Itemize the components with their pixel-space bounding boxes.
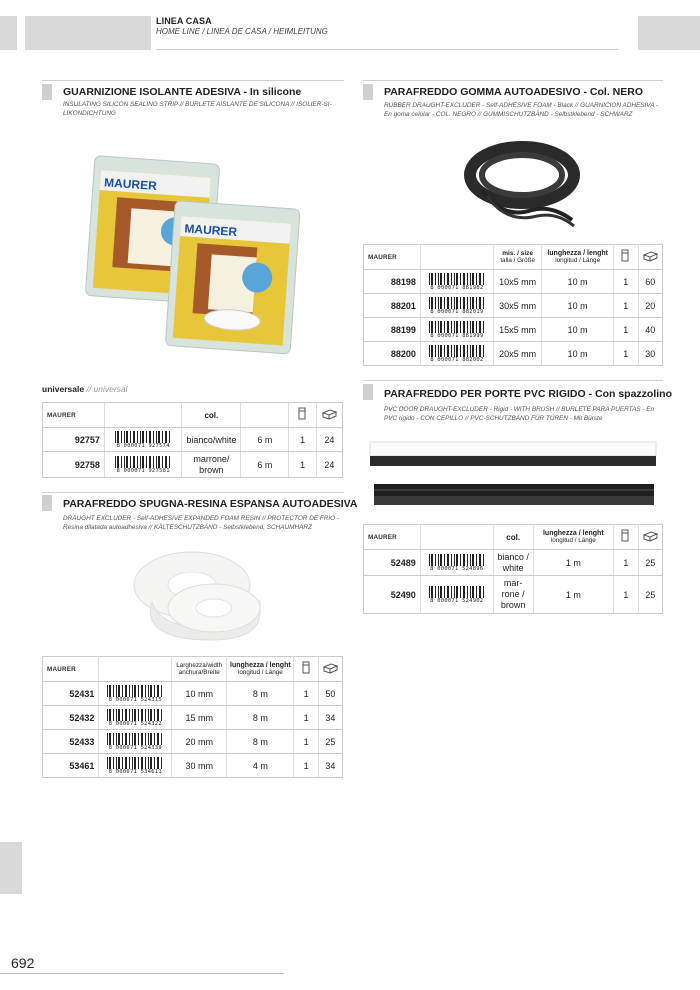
section-subtitle: INSULATING SILICON SEALING STRIP // BURLETE AISLANTE DE SILICONA // ISOLIER-SI-LIKONDICHTUNG bbox=[63, 101, 332, 117]
section-title: PARAFREDDO SPUGNA-RESINA ESPANSA AUTOADESIVA bbox=[63, 498, 358, 510]
svg-text:MAURER: MAURER bbox=[183, 221, 238, 240]
length-cell: 10 m bbox=[542, 294, 614, 318]
variant-label bbox=[42, 384, 128, 394]
barcode-bars bbox=[104, 757, 166, 769]
length-header bbox=[533, 525, 614, 550]
section-rule bbox=[363, 380, 663, 381]
size-cell: 30x5 mm bbox=[493, 294, 541, 318]
color-cell: marrone/ brown bbox=[182, 452, 241, 478]
color-cell: mar- rone / brown bbox=[493, 576, 533, 614]
barcode bbox=[420, 550, 493, 576]
box-cell: 24 bbox=[316, 452, 342, 478]
length-cell: 8 m bbox=[227, 730, 294, 754]
barcode bbox=[104, 428, 182, 452]
qty-cell: 1 bbox=[613, 342, 638, 366]
box-cell: 25 bbox=[318, 730, 342, 754]
length-header-label2: longitud / Länge bbox=[550, 537, 596, 544]
qty-cell: 1 bbox=[614, 576, 639, 614]
length-cell: 6 m bbox=[241, 452, 289, 478]
product-code: 52431 bbox=[43, 682, 99, 706]
barcode-number: 8 000071 881999 bbox=[430, 332, 484, 339]
single-item-icon bbox=[621, 529, 630, 543]
length-header bbox=[542, 245, 614, 270]
qty-header bbox=[294, 657, 318, 682]
table-row bbox=[364, 342, 663, 366]
brand-logo: MAURER bbox=[43, 403, 105, 428]
product-code: 88199 bbox=[364, 318, 421, 342]
category-subtitle: HOME LINE / LINEA DE CASA / HEIMLEITUNG bbox=[156, 27, 328, 36]
barcode bbox=[99, 706, 172, 730]
box-cell: 60 bbox=[638, 270, 662, 294]
box-header bbox=[316, 403, 342, 428]
barcode bbox=[104, 452, 182, 478]
section-marker bbox=[363, 384, 373, 400]
color-header: col. bbox=[182, 403, 241, 428]
size-cell: 10x5 mm bbox=[493, 270, 541, 294]
barcode-bars bbox=[426, 586, 488, 598]
barcode-bars bbox=[104, 733, 166, 745]
box-cell: 34 bbox=[318, 754, 342, 778]
table-row bbox=[43, 452, 343, 478]
length-header-label: lunghezza / lenght bbox=[547, 250, 608, 257]
product-code: 88201 bbox=[364, 294, 421, 318]
barcode bbox=[99, 682, 172, 706]
barcode-number: 8 000071 927574 bbox=[116, 442, 170, 449]
qty-cell: 1 bbox=[614, 550, 639, 576]
box-icon bbox=[321, 408, 337, 420]
box-cell: 30 bbox=[638, 342, 662, 366]
product-code: 52490 bbox=[364, 576, 421, 614]
size-cell: 20x5 mm bbox=[493, 342, 541, 366]
section-rule bbox=[42, 492, 344, 493]
qty-header bbox=[289, 403, 316, 428]
qty-cell: 1 bbox=[289, 452, 316, 478]
barcode-header bbox=[420, 245, 493, 270]
width-cell: 10 mm bbox=[172, 682, 227, 706]
box-header bbox=[318, 657, 342, 682]
box-cell: 24 bbox=[316, 428, 342, 452]
barcode-bars bbox=[426, 297, 488, 309]
barcode-number: 8 000071 524322 bbox=[108, 720, 162, 727]
barcode bbox=[99, 754, 172, 778]
section-marker bbox=[42, 84, 52, 100]
product-code: 52489 bbox=[364, 550, 421, 576]
box-icon bbox=[642, 250, 658, 262]
corner-tab-right bbox=[638, 16, 700, 50]
qty-cell: 1 bbox=[613, 294, 638, 318]
length-cell: 4 m bbox=[227, 754, 294, 778]
silicone-strip-packages-image bbox=[85, 150, 305, 360]
pvc-product-table bbox=[363, 524, 663, 614]
brand-logo: MAURER bbox=[43, 657, 99, 682]
section-title: PARAFREDDO PER PORTE PVC RIGIDO - Con spazzolino bbox=[384, 388, 672, 400]
barcode-bars bbox=[104, 709, 166, 721]
color-cell: bianco / white bbox=[493, 550, 533, 576]
barcode-bars bbox=[426, 554, 488, 566]
qty-header bbox=[613, 245, 638, 270]
svg-text:MAURER: MAURER bbox=[103, 175, 158, 193]
box-cell: 20 bbox=[638, 294, 662, 318]
product-code: 88198 bbox=[364, 270, 421, 294]
color-cell: bianco/white bbox=[182, 428, 241, 452]
product-code: 53461 bbox=[43, 754, 99, 778]
single-item-icon bbox=[298, 407, 307, 421]
silicone-product-table bbox=[42, 402, 343, 478]
box-icon bbox=[642, 530, 658, 542]
category-title: LINEA CASA bbox=[156, 16, 212, 26]
barcode-bars bbox=[112, 431, 174, 443]
box-cell: 34 bbox=[318, 706, 342, 730]
barcode bbox=[420, 270, 493, 294]
barcode-number: 8 000071 882019 bbox=[430, 308, 484, 315]
footer-rule bbox=[0, 973, 284, 974]
length-cell: 8 m bbox=[227, 706, 294, 730]
table-row bbox=[43, 730, 343, 754]
page-number: 692 bbox=[11, 955, 35, 971]
section-subtitle: DRAUGHT EXCLUDER - Self-ADHESIVE EXPANDED FOAM RESIN // PROTECTOR DE FRIO - Resina dilatada autoadhesiva // KÄLTESCHUTZBÄND - Selbstklebend, SCHAUMHARZ bbox=[63, 515, 340, 531]
section-subtitle: RUBBER DRAUGHT-EXCLUDER - Self-ADHESIVE FOAM - Black // GUARNICION ADHESIVA - En goma celular - COL. NEGRO // GUMMISCHUTZBÄND - Selbstklebend - SCHWARZ bbox=[384, 102, 659, 118]
table-row bbox=[43, 682, 343, 706]
box-cell: 50 bbox=[318, 682, 342, 706]
product-code: 88200 bbox=[364, 342, 421, 366]
variant-name: universale bbox=[42, 384, 85, 394]
brand-logo: MAURER bbox=[364, 525, 421, 550]
size-cell: 15x5 mm bbox=[493, 318, 541, 342]
barcode-number: 8 000071 524315 bbox=[108, 696, 162, 703]
pvc-door-strips-image bbox=[368, 440, 658, 520]
barcode-header bbox=[104, 403, 182, 428]
section-marker bbox=[363, 84, 373, 100]
table-row bbox=[364, 318, 663, 342]
table-row bbox=[43, 428, 343, 452]
table-row bbox=[364, 550, 663, 576]
header-rule bbox=[156, 49, 618, 50]
barcode-number: 8 000071 524902 bbox=[430, 597, 484, 604]
black-rubber-coil-image bbox=[462, 130, 582, 230]
barcode-bars bbox=[426, 321, 488, 333]
section-rule bbox=[363, 80, 663, 81]
side-tab bbox=[0, 842, 22, 894]
product-code: 92757 bbox=[43, 428, 105, 452]
barcode bbox=[420, 342, 493, 366]
barcode-number: 8 000071 882002 bbox=[430, 356, 484, 363]
barcode-number: 8 000071 534611 bbox=[108, 768, 162, 775]
table-row bbox=[364, 270, 663, 294]
barcode bbox=[420, 576, 493, 614]
width-cell: 30 mm bbox=[172, 754, 227, 778]
barcode-number: 8 000071 524896 bbox=[430, 565, 484, 572]
section-title: PARAFREDDO GOMMA AUTOADESIVO - Col. NERO bbox=[384, 86, 644, 98]
foam-rolls-image bbox=[130, 540, 270, 650]
length-cell: 1 m bbox=[533, 576, 614, 614]
qty-cell: 1 bbox=[294, 706, 318, 730]
qty-cell: 1 bbox=[294, 682, 318, 706]
box-cell: 25 bbox=[638, 576, 662, 614]
width-header-label2: anchura/Breite bbox=[178, 669, 220, 676]
table-row bbox=[364, 294, 663, 318]
product-code: 52433 bbox=[43, 730, 99, 754]
length-cell: 10 m bbox=[542, 270, 614, 294]
qty-cell: 1 bbox=[613, 270, 638, 294]
barcode bbox=[420, 318, 493, 342]
barcode-header bbox=[420, 525, 493, 550]
single-item-icon bbox=[621, 249, 630, 263]
width-cell: 20 mm bbox=[172, 730, 227, 754]
length-header-label2: longitud / Länge bbox=[555, 257, 601, 264]
single-item-icon bbox=[302, 661, 311, 675]
color-header: col. bbox=[493, 525, 533, 550]
length-header-label: lunghezza / lenght bbox=[542, 530, 604, 537]
size-header-label2: talla / Größe bbox=[500, 257, 535, 264]
box-header bbox=[638, 245, 662, 270]
width-header-label: Larghezza/width bbox=[176, 662, 223, 669]
table-row bbox=[43, 706, 343, 730]
box-header bbox=[638, 525, 662, 550]
section-title: GUARNIZIONE ISOLANTE ADESIVA - In silicone bbox=[63, 86, 302, 98]
product-code: 52432 bbox=[43, 706, 99, 730]
section-subtitle: PVC DOOR DRAUGHT-EXCLUDER - Rigid - WITH BRUSH // BURLETE PARA PUERTAS - En PVC rigido - CON CEPILLO // PVC-SCHUTZBÄND FÜR TÜREN - Mit Bürste bbox=[384, 406, 655, 422]
barcode bbox=[99, 730, 172, 754]
barcode-bars bbox=[426, 345, 488, 357]
table-row bbox=[364, 576, 663, 614]
barcode-number: 8 000071 881982 bbox=[430, 284, 484, 291]
size-header bbox=[493, 245, 541, 270]
length-cell: 10 m bbox=[542, 342, 614, 366]
brand-logo: MAURER bbox=[364, 245, 421, 270]
qty-cell: 1 bbox=[289, 428, 316, 452]
barcode-number: 8 000071 927581 bbox=[116, 467, 170, 474]
length-header-label2: longitud / Länge bbox=[237, 669, 283, 676]
width-cell: 15 mm bbox=[172, 706, 227, 730]
barcode-bars bbox=[112, 456, 174, 468]
size-header-label: mis. / size bbox=[502, 250, 533, 257]
corner-tab-left bbox=[0, 16, 17, 50]
length-header bbox=[241, 403, 289, 428]
qty-cell: 1 bbox=[294, 754, 318, 778]
length-header bbox=[227, 657, 294, 682]
section-rule bbox=[42, 80, 344, 81]
barcode-bars bbox=[104, 685, 166, 697]
width-header bbox=[172, 657, 227, 682]
barcode-bars bbox=[426, 273, 488, 285]
length-cell: 6 m bbox=[241, 428, 289, 452]
section-marker bbox=[42, 495, 52, 511]
table-row bbox=[43, 754, 343, 778]
barcode-number: 8 000071 524339 bbox=[108, 744, 162, 751]
barcode bbox=[420, 294, 493, 318]
box-icon bbox=[322, 662, 338, 674]
length-cell: 10 m bbox=[542, 318, 614, 342]
qty-cell: 1 bbox=[294, 730, 318, 754]
barcode-header bbox=[99, 657, 172, 682]
foam-product-table bbox=[42, 656, 343, 778]
header-tab bbox=[25, 16, 151, 50]
length-header-label: lunghezza / lenght bbox=[230, 662, 291, 669]
length-cell: 8 m bbox=[227, 682, 294, 706]
length-cell: 1 m bbox=[533, 550, 614, 576]
box-cell: 40 bbox=[638, 318, 662, 342]
rubber-product-table bbox=[363, 244, 663, 366]
qty-cell: 1 bbox=[613, 318, 638, 342]
variant-name-translation: // universal bbox=[86, 384, 128, 394]
box-cell: 25 bbox=[638, 550, 662, 576]
qty-header bbox=[614, 525, 639, 550]
product-code: 92758 bbox=[43, 452, 105, 478]
